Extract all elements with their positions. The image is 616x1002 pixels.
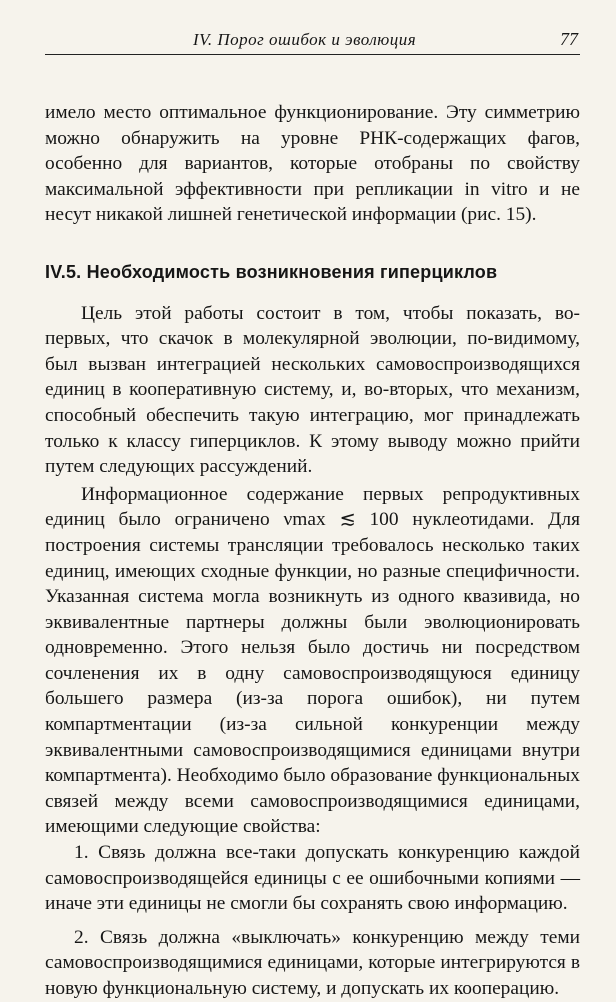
section-heading: IV.5. Необходимость возникновения гиперциклов <box>45 261 498 282</box>
book-page <box>45 28 580 1002</box>
page-number: 77 <box>560 29 578 49</box>
paragraph-information-content <box>45 482 580 840</box>
body-text <box>45 100 580 1002</box>
list-item: 2. Связь должна «выключать» конкуренцию между теми самовоспроизводящимися единицами, которые интегрируются в новую функциональную систему, и допускать их кооперацию. <box>45 926 580 999</box>
paragraph-goal: Цель этой работы состоит в том, чтобы показать, во-первых, что скачок в молекулярной эволюции, по-видимому, был вызван интеграцией нескольких самовоспроизводящихся единиц в кооперативную систему, и, во-вторых, что механизм, способный обеспечить такую интеграцию, мог принадлежать только к классу гиперциклов. К этому выводу можно прийти путем следующих рассуждений. <box>45 302 580 478</box>
running-title: IV. Порог ошибок и эволюция <box>193 30 417 49</box>
running-header <box>45 28 580 55</box>
paragraph-text-end: нуклеотидами. Для построения системы трансляции требовалось несколько таких единиц, имеющих сходные функции, но разные специфичности. Указанная система могла возникнуть из одного квазивида, но эквивалентные партнеры должны были эволюционировать одновременно. Этого нельзя было достичь ни посредством сочленения их в одну самовоспроизводящуюся единицу большего размера (из-за порога ошибок), ни путем компартментации (из-за сильной конкуренции между эквивалентными самовоспроизводящимися единицами внутри компартмента). Необходимо было образование функциональных связей между всеми самовоспроизводящимися единицами, имеющими следующие свойства: <box>45 509 580 838</box>
continued-paragraph: имело место оптимальное функционирование. Эту симметрию можно обнаружить на уровне РНК-содержащих фагов, особенно для вариантов, которые отобраны по свойству максимальной эффективности при репликации in vitro и не несут никакой лишней генетической информации (рис. 15). <box>45 102 580 226</box>
list-item: 1. Связь должна все-таки допускать конкуренцию каждой самовоспроизводящейся единицы с ее ошибочными копиями — иначе эти единицы не смогли бы сохранять свою информацию. <box>45 842 580 915</box>
paragraph-text-start: Информационное содержание первых репродуктивных единиц было ограничено <box>45 483 580 531</box>
formula-nu-max: νmax ≲ 100 <box>283 509 399 531</box>
